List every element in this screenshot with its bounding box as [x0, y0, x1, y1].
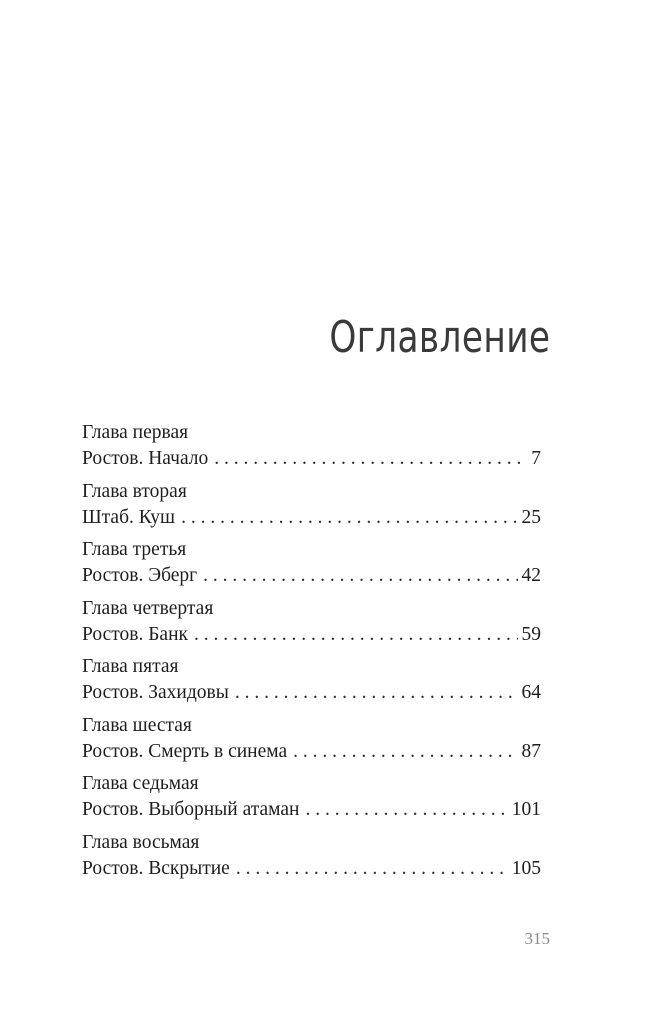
page-number: 59: [521, 623, 541, 645]
chapter-title: Ростов. Начало: [82, 448, 209, 469]
chapter-title: Ростов. Смерть в синема: [82, 740, 288, 762]
dot-leader: [181, 505, 517, 531]
chapter-label: Глава вторая: [82, 480, 187, 502]
chapter-line[interactable]: [82, 563, 541, 589]
chapter-line[interactable]: [82, 622, 541, 648]
dot-leader: [293, 739, 517, 765]
table-of-contents: [82, 420, 541, 888]
chapter-line[interactable]: [82, 446, 541, 472]
chapter-label: Глава пятая: [82, 656, 179, 677]
chapter-label: Глава четвертая: [82, 597, 214, 619]
toc-entry: [82, 420, 541, 479]
chapter-title: Ростов. Захидовы: [82, 682, 229, 703]
dot-leader: [235, 680, 518, 706]
chapter-label: Глава седьмая: [82, 773, 199, 794]
chapter-title: Ростов. Выборный атаман: [82, 799, 300, 820]
toc-entry: [82, 713, 541, 772]
chapter-label: Глава шестая: [82, 714, 192, 736]
toc-entry: [82, 771, 541, 830]
chapter-title: Штаб. Куш: [82, 506, 176, 528]
page-number: 7: [531, 448, 541, 469]
page-number: 25: [521, 506, 541, 528]
chapter-title: Ростов. Банк: [82, 623, 188, 645]
dot-leader: [236, 856, 508, 882]
page-number: 105: [511, 857, 541, 879]
dot-leader: [305, 797, 507, 823]
chapter-line[interactable]: [82, 856, 541, 882]
chapter-line[interactable]: [82, 739, 541, 765]
chapter-title: Ростов. Вскрытие: [82, 857, 230, 879]
page-folio: 315: [524, 929, 550, 948]
chapter-line[interactable]: [82, 505, 541, 531]
dot-leader: [203, 563, 517, 589]
chapter-title: Ростов. Эберг: [82, 565, 198, 586]
dot-leader: [194, 622, 518, 648]
page-number: 87: [521, 740, 541, 762]
page-title: Оглавление: [328, 312, 550, 363]
page-number: 101: [511, 799, 541, 820]
dot-leader: [214, 446, 527, 472]
toc-entry: [82, 479, 541, 538]
chapter-label: Глава восьмая: [82, 831, 200, 853]
toc-entry: [82, 537, 541, 596]
chapter-label: Глава первая: [82, 422, 189, 443]
page-number: 42: [521, 565, 541, 586]
chapter-line[interactable]: [82, 680, 541, 706]
toc-entry: [82, 830, 541, 889]
chapter-label: Глава третья: [82, 539, 187, 560]
chapter-line[interactable]: [82, 797, 541, 823]
toc-entry: [82, 596, 541, 655]
page-number: 64: [521, 682, 541, 703]
toc-entry: [82, 654, 541, 713]
